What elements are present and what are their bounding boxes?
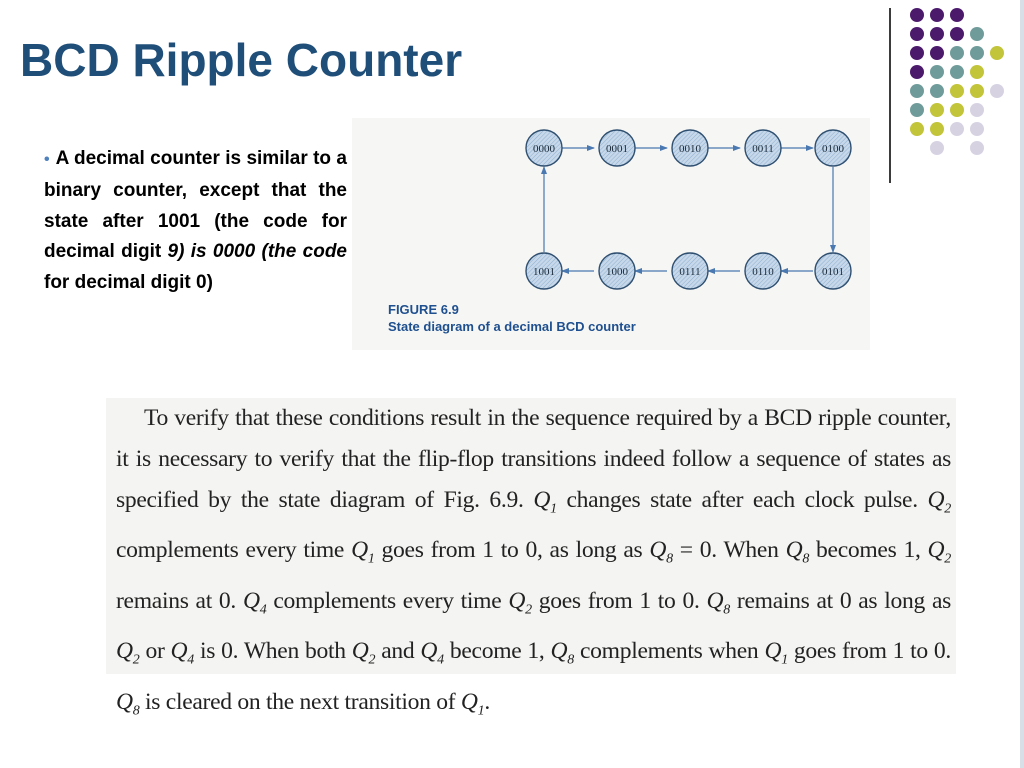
text-run: To verify that these conditions result in the sequence required by a BCD ripple counter, it is necessary to verify that the flip-flop transitions indeed follow a sequence of states as specified by the state diagram of Fig. 6.9.: [116, 405, 951, 513]
dot: [970, 122, 984, 136]
text-run: complements every time: [266, 587, 509, 614]
text-run: complements every time: [116, 537, 352, 564]
bullet-text-part2: for decimal digit 0): [44, 272, 213, 294]
state-label: 0110: [752, 266, 774, 278]
text-run: becomes 1,: [809, 537, 928, 564]
dot: [950, 27, 964, 41]
state-node: [815, 253, 851, 289]
bullet-point: [44, 144, 347, 299]
dot: [970, 65, 984, 79]
dot: [930, 65, 944, 79]
dot: [910, 122, 924, 136]
dot: [990, 84, 1004, 98]
text-run: remains at 0.: [116, 587, 243, 614]
dot: [970, 84, 984, 98]
textbook-excerpt: [106, 398, 956, 719]
dot: [930, 141, 944, 155]
state-node: [599, 253, 635, 289]
state-node: [745, 253, 781, 289]
dot: [970, 27, 984, 41]
dot: [910, 27, 924, 41]
text-run: or: [139, 638, 171, 665]
text-run: complements when: [574, 638, 765, 665]
text-run: goes from 1 to 0, as long as: [374, 537, 650, 564]
text-run: remains at 0 as long as: [729, 587, 952, 614]
dot: [950, 122, 964, 136]
dot: [950, 103, 964, 117]
state-node: [745, 130, 781, 166]
dot: [910, 84, 924, 98]
state-node: [815, 130, 851, 166]
dot: [950, 65, 964, 79]
state-node: [672, 253, 708, 289]
bullet-text-italic: 9) is 0000 (the code: [167, 241, 347, 263]
state-node: [526, 253, 562, 289]
dot: [930, 46, 944, 60]
decorative-dot-grid: [910, 8, 1020, 163]
state-label: 0010: [679, 143, 701, 155]
text-run: and: [375, 638, 421, 665]
dot: [930, 122, 944, 136]
dot: [930, 27, 944, 41]
text-run: is 0. When both: [193, 638, 352, 665]
state-label: 0101: [822, 266, 844, 278]
text-run: is cleared on the next transition of: [139, 688, 461, 715]
bullet-text-part1: A decimal counter is similar to a binary counter, except that the state after 1001 (the code for decimal digit: [44, 148, 347, 263]
figure-number: FIGURE 6.9: [388, 302, 459, 317]
state-label: 0000: [533, 143, 555, 155]
state-node: [526, 130, 562, 166]
dot: [930, 8, 944, 22]
figure-caption: State diagram of a decimal BCD counter: [388, 319, 636, 334]
dot: [910, 103, 924, 117]
dot: [910, 46, 924, 60]
state-node: [599, 130, 635, 166]
state-diagram-figure: [352, 118, 870, 350]
dot: [910, 8, 924, 22]
dot: [930, 84, 944, 98]
state-label: 0001: [606, 143, 628, 155]
text-run: become 1,: [443, 638, 551, 665]
text-run: .: [484, 688, 490, 715]
slide-right-border: [1020, 0, 1024, 768]
dot: [930, 103, 944, 117]
state-label: 0100: [822, 143, 844, 155]
text-run: goes from 1 to 0.: [531, 587, 707, 614]
slide-title: BCD Ripple Counter: [20, 34, 463, 86]
dot: [910, 65, 924, 79]
text-run: = 0. When: [672, 537, 786, 564]
dot: [970, 141, 984, 155]
state-node: [672, 130, 708, 166]
dot: [990, 46, 1004, 60]
bullet-marker: •: [44, 151, 50, 168]
dot: [950, 84, 964, 98]
dot: [950, 8, 964, 22]
dot: [970, 103, 984, 117]
excerpt-text: To verify that these conditions result in the sequence required by a BCD ripple counter, it is necessary to verify that the flip-flop transitions indeed follow a sequence of states as specified by the state diagram of Fig. 6.9. $Q_1$ changes state after each clock pulse. $Q_2$ complements every time $Q_1$ goes from 1 to 0, as long as $Q_8 = 0$. When $Q_8$ becomes 1, $Q_2$ remains at 0. $Q_4$ complements every time $Q_2$ goes from 1 to 0. $Q_8$ remains at 0 as long as $Q_2$ or $Q_4$ is 0. When both $Q_2$ and $Q_4$ become 1, $Q_8$ complements when $Q_1$ goes from 1 to 0. $Q_8$ is cleared on the next transition of $Q_1$.: [116, 405, 952, 719]
state-diagram: [352, 118, 870, 298]
dot: [950, 46, 964, 60]
dot: [970, 46, 984, 60]
text-run: goes from 1 to 0.: [787, 638, 952, 665]
state-label: 1000: [606, 266, 628, 278]
vertical-divider: [889, 8, 891, 183]
state-label: 0111: [679, 266, 701, 278]
state-label: 0011: [752, 143, 774, 155]
state-label: 1001: [533, 266, 555, 278]
text-run: changes state after each clock pulse.: [556, 486, 928, 513]
